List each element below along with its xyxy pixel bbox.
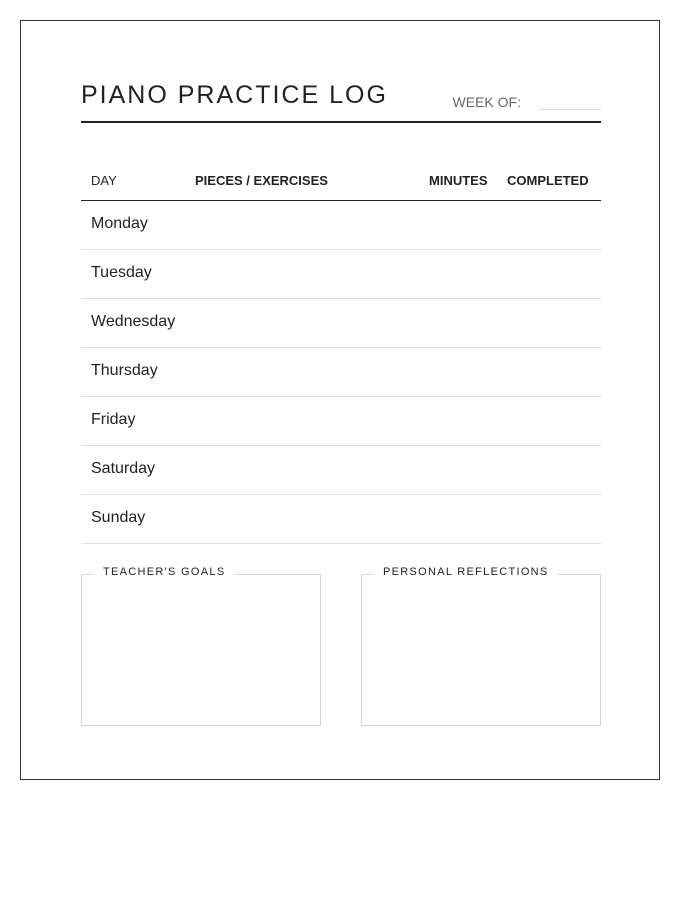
day-label: Friday bbox=[91, 411, 136, 428]
table-row-saturday[interactable] bbox=[81, 446, 601, 495]
practice-log-sheet bbox=[20, 20, 660, 780]
practice-table bbox=[81, 161, 601, 544]
day-label: Saturday bbox=[91, 460, 156, 477]
day-label: Monday bbox=[91, 215, 148, 232]
table-row-sunday[interactable] bbox=[81, 495, 601, 544]
log-header bbox=[81, 81, 601, 123]
table-row-thursday[interactable] bbox=[81, 348, 601, 397]
teacher-goals-title: TEACHER'S GOALS bbox=[94, 566, 234, 578]
week-of-field bbox=[453, 94, 601, 110]
page-title: PIANO PRACTICE LOG bbox=[81, 81, 388, 109]
column-header-completed: COMPLETED bbox=[507, 173, 589, 188]
day-label: Thursday bbox=[91, 362, 158, 379]
column-header-day: DAY bbox=[91, 173, 117, 188]
table-row-wednesday[interactable] bbox=[81, 299, 601, 348]
day-label: Wednesday bbox=[91, 313, 176, 330]
teacher-goals-box[interactable] bbox=[81, 566, 321, 726]
personal-reflections-box[interactable] bbox=[361, 566, 601, 726]
table-row-friday[interactable] bbox=[81, 397, 601, 446]
table-row-tuesday[interactable] bbox=[81, 250, 601, 299]
day-label: Sunday bbox=[91, 509, 146, 526]
column-header-minutes: MINUTES bbox=[429, 173, 488, 188]
week-of-label: WEEK OF: bbox=[452, 94, 521, 110]
table-row-monday[interactable] bbox=[81, 201, 601, 250]
personal-reflections-title: PERSONAL REFLECTIONS bbox=[374, 566, 558, 578]
column-header-pieces: PIECES / EXERCISES bbox=[195, 173, 328, 188]
table-header bbox=[81, 161, 601, 201]
day-label: Tuesday bbox=[91, 264, 152, 281]
week-of-input-line[interactable] bbox=[539, 95, 601, 110]
